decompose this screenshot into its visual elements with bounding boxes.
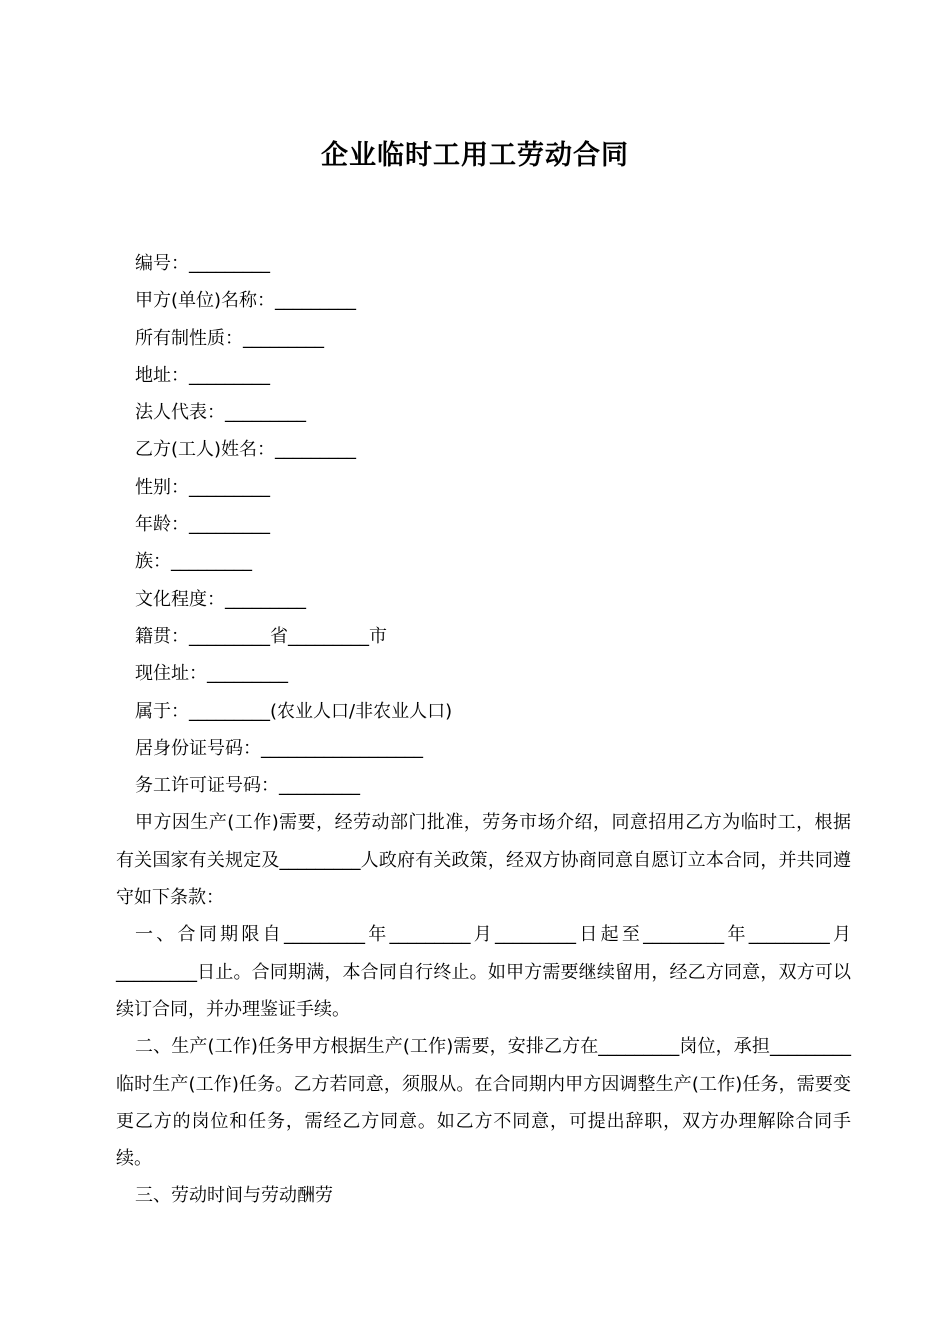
field-work-permit-number: 务工许可证号码：_________ [135,775,360,797]
field-age: 年龄：_________ [135,514,270,536]
paragraph-preamble: 甲方因生产(工作)需要，经劳动部门批准，劳务市场介绍，同意招用乙方为临时工，根据有关国家有关规定及_________人政府有关政策，经双方协商同意自愿订立本合同，并共同遵守如下条款： [116,812,851,909]
field-household-type: 属于：_________(农业人口/非农业人口) [135,700,453,722]
document-body [116,245,851,1215]
paragraph-clause-3-heading: 三、劳动时间与劳动酬劳 [135,1185,333,1207]
field-address: 地址：_________ [135,364,270,386]
field-legal-representative: 法人代表：_________ [135,402,306,424]
field-id-number: 居身份证号码：__________________ [135,737,423,759]
field-native-place: 籍贯：_________省_________市 [135,625,387,647]
field-ownership-type: 所有制性质：_________ [135,327,324,349]
paragraph-clause-1-term: 一、合同期限自_________年_________月_________日起至_________年_________月_________日止。合同期满，本合同自行终止。如甲方需要继续留用，经乙方同意，双方可以续订合同，并办理鉴证手续。 [116,924,851,1020]
field-party-b-name: 乙方(工人)姓名：_________ [135,439,357,461]
field-current-address: 现住址：_________ [135,663,288,685]
field-serial-number: 编号：_________ [135,253,270,274]
paragraph-clause-2-tasks: 二、生产(工作)任务甲方根据生产(工作)需要，安排乙方在_________岗位，承担_________临时生产(工作)任务。乙方若同意，须服从。在合同期内甲方因调整生产(工作)任务，需要变更乙方的岗位和任务，需经乙方同意。如乙方不同意，可提出辞职，双方办理解除合同手续。 [116,1036,851,1170]
field-ethnicity: 族：_________ [135,551,252,573]
field-gender: 性别：_________ [135,476,270,498]
document-title: 企业临时工用工劳动合同 [321,140,629,171]
field-education: 文化程度：_________ [135,588,306,610]
field-party-a-name: 甲方(单位)名称：_________ [135,290,357,312]
